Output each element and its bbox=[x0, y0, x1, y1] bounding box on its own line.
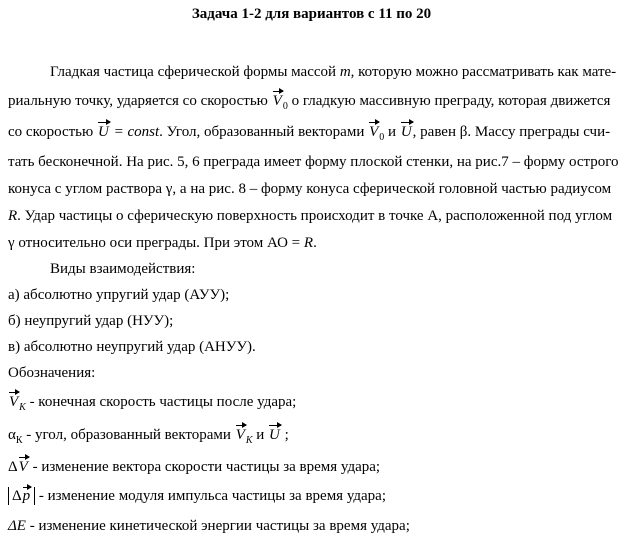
subscript: 0 bbox=[379, 132, 385, 143]
text: риальную точку, ударяется со скоростью bbox=[8, 93, 268, 109]
delta-symbol: Δ bbox=[8, 459, 18, 475]
p-vector: p bbox=[22, 488, 31, 504]
text: - угол, образованный векторами bbox=[26, 427, 231, 443]
v0-vector: V bbox=[369, 124, 379, 140]
text: ; bbox=[284, 427, 289, 443]
text: - изменение вектора скорости частицы за время удара; bbox=[32, 459, 381, 475]
vk-vector: V bbox=[9, 394, 19, 410]
text: - изменение кинетической энергии частицы за время удара; bbox=[29, 518, 410, 534]
text: . bbox=[313, 235, 317, 251]
text: Гладкая частица сферической формы массой bbox=[50, 64, 337, 80]
radius-symbol: R bbox=[8, 208, 18, 224]
notation-de bbox=[8, 516, 410, 536]
text: со скоростью bbox=[8, 124, 94, 140]
v-vector: V bbox=[18, 459, 28, 475]
para-line-6 bbox=[8, 206, 612, 226]
abs-delta-p: Δp bbox=[8, 487, 35, 505]
types-heading: Виды взаимодействия: bbox=[50, 261, 196, 277]
alpha-symbol: α bbox=[8, 427, 16, 443]
text: о гладкую массивную преграду, которая движется bbox=[291, 93, 611, 109]
para-line-5: конуса с углом раствора γ, а на рис. 8 – форму конуса сферической головной частью радиусом bbox=[8, 181, 612, 197]
subscript: К bbox=[245, 435, 253, 446]
notation-heading: Обозначения: bbox=[8, 365, 96, 381]
v0-vector: V bbox=[272, 93, 282, 109]
task-title: Задача 1-2 для вариантов с 11 по 20 bbox=[191, 6, 432, 22]
type-b: б) неупругий удар (НУУ); bbox=[8, 313, 174, 329]
u-vector: U bbox=[269, 427, 280, 443]
text: , которую можно рассматривать как мате- bbox=[350, 64, 617, 80]
text: - конечная скорость частицы после удара; bbox=[29, 394, 297, 410]
subscript: К bbox=[19, 402, 26, 413]
para-line-7 bbox=[8, 233, 317, 253]
notation-dp bbox=[8, 486, 386, 506]
subscript: 0 bbox=[282, 101, 288, 112]
text: - изменение модуля импульса частицы за время удара; bbox=[38, 488, 387, 504]
para-line-4: тать бесконечной. На рис. 5, 6 преграда имеет форму плоской стенки, на рис.7 – форму острого bbox=[8, 154, 619, 170]
text: . Удар частицы о сферическую поверхность происходит в точке А, расположенной под углом bbox=[17, 208, 613, 224]
vk-vector: V bbox=[235, 427, 245, 443]
para-line-3 bbox=[8, 122, 610, 144]
para-line-2 bbox=[8, 91, 610, 113]
text: и bbox=[256, 427, 265, 443]
text: , равен β. Массу преграды счи- bbox=[412, 124, 611, 140]
subscript: К bbox=[15, 435, 23, 446]
text: γ относительно оси преграды. При этом АО = bbox=[8, 235, 301, 251]
u-vector: U bbox=[400, 124, 412, 140]
mass-symbol: m bbox=[339, 64, 351, 80]
equation: = const bbox=[113, 124, 160, 140]
para-line-1 bbox=[50, 62, 616, 82]
type-a: а) абсолютно упругий удар (АУУ); bbox=[8, 287, 230, 303]
notation-alpha bbox=[8, 425, 289, 447]
notation-dv bbox=[8, 457, 380, 477]
delta-e-symbol: ΔE bbox=[8, 518, 26, 534]
notation-vk bbox=[8, 392, 296, 414]
type-c: в) абсолютно неупругий удар (АНУУ). bbox=[8, 339, 256, 355]
u-vector: U bbox=[97, 124, 109, 140]
text: . Угол, образованный векторами bbox=[159, 124, 365, 140]
radius-symbol: R bbox=[303, 235, 314, 251]
text: и bbox=[388, 124, 397, 140]
